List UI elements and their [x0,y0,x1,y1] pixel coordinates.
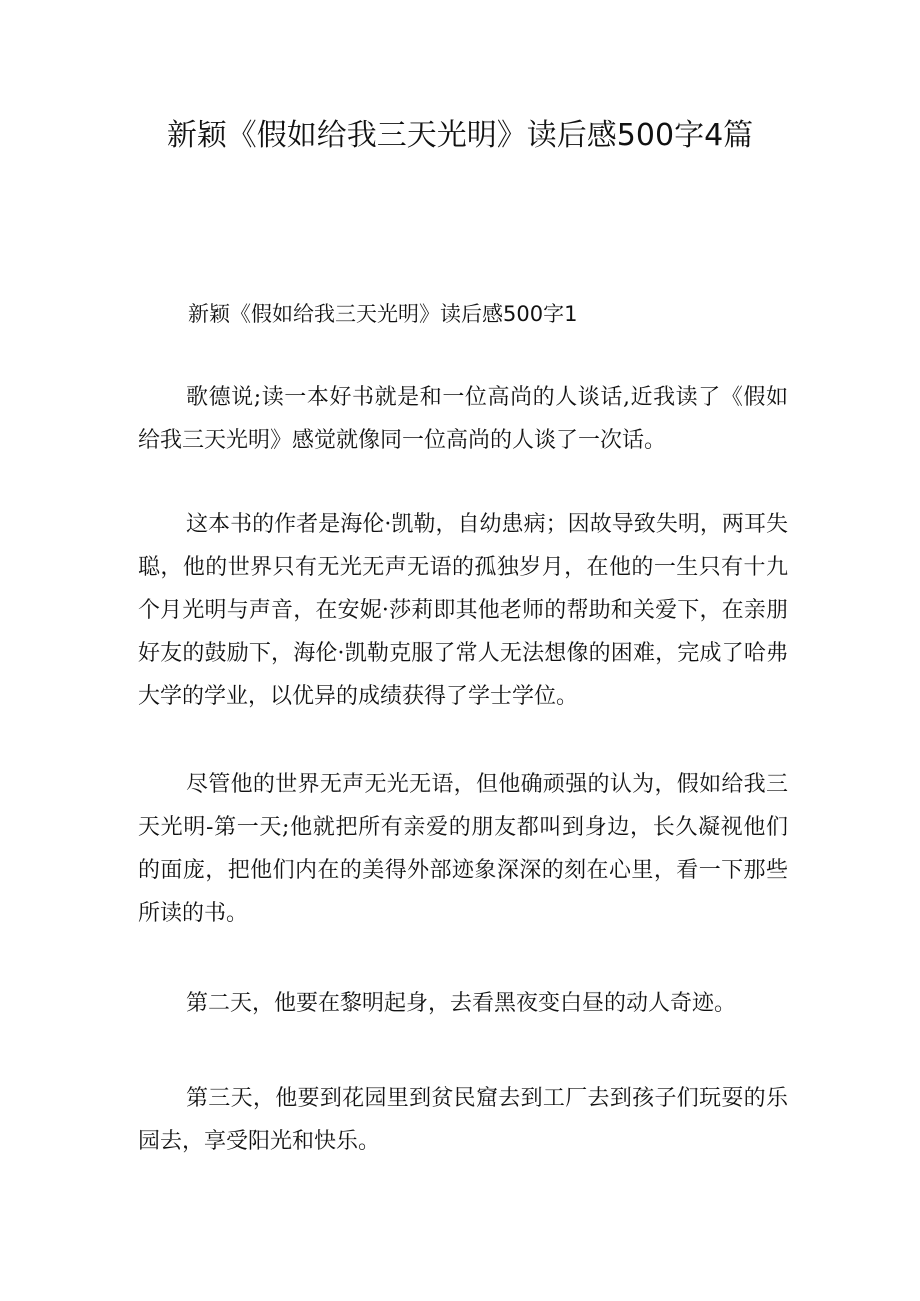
paragraph-4: 第二天，他要在黎明起身，去看黑夜变白昼的动人奇迹。 [186,991,737,1016]
paragraph-3: 尽管他的世界无声无光无语，但他确顽强的认为，假如给我三天光明-第一天;他就把所有亲爱的朋友都叫到身边，长久凝视他们的面庞，把他们内在的美得外部迹象深深的刻在心里，看一下那些所读的书。 [138,772,788,926]
paragraph-1: 歌德说;读一本好书就是和一位高尚的人谈话,近我读了《假如给我三天光明》感觉就像同一位高尚的人谈了一次话。 [138,385,788,453]
section-heading: 新颖《假如给我三天光明》读后感500字1 [188,302,578,326]
document-title: 新颖《假如给我三天光明》读后感500字4篇 [166,118,754,153]
paragraph-2: 这本书的作者是海伦·凯勒，自幼患病；因故导致失明，两耳失聪，他的世界只有无光无声无语的孤独岁月，在他的一生只有十九个月光明与声音，在安妮·莎莉即其他老师的帮助和关爱下，在亲朋好友的鼓励下，海伦·凯勒克服了常人无法想像的困难，完成了哈弗大学的学业，以优异的成绩获得了学士学位。 [138,512,788,709]
paragraph-5: 第三天，他要到花园里到贫民窟去到工厂去到孩子们玩耍的乐园去，享受阳光和快乐。 [138,1086,788,1154]
